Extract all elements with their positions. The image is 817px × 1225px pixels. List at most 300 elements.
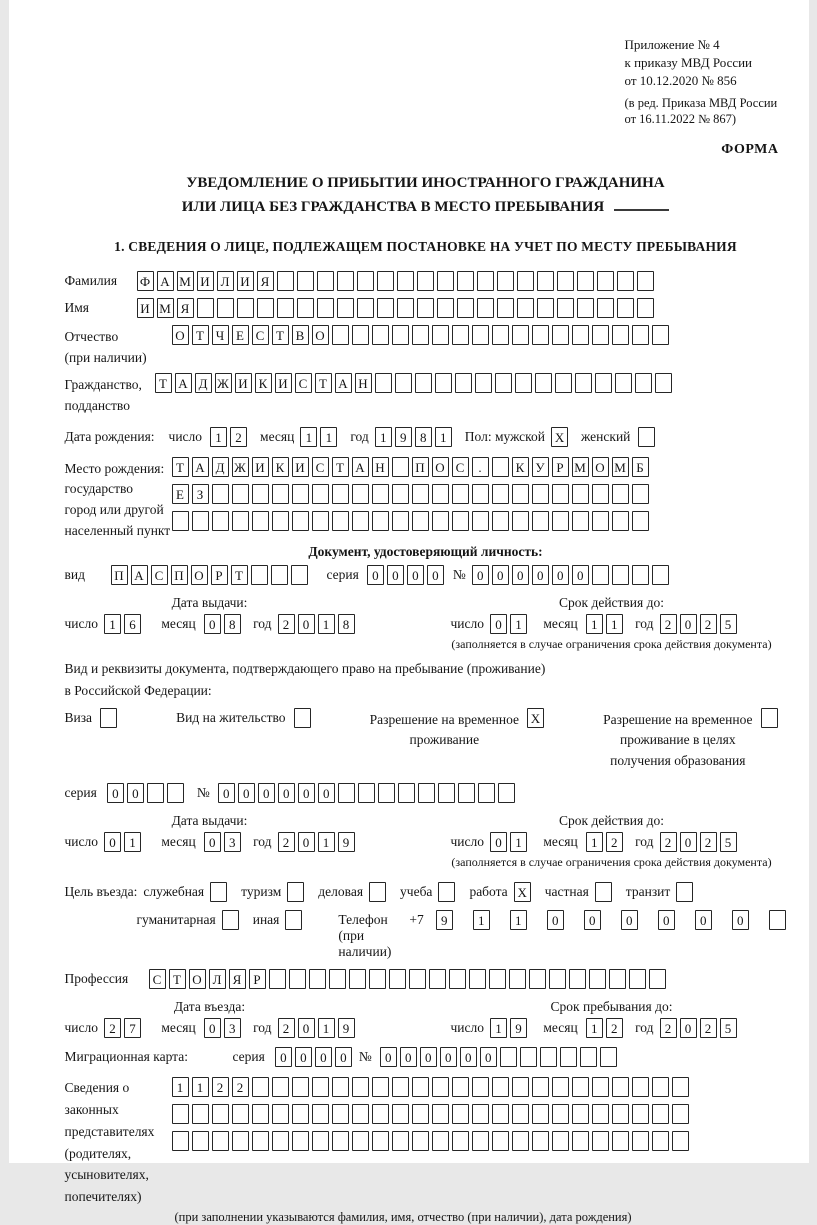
char-cell[interactable] [192, 511, 209, 531]
char-cell[interactable] [617, 298, 634, 318]
char-cell[interactable] [592, 484, 609, 504]
char-cell[interactable] [580, 1047, 597, 1067]
char-cell[interactable] [517, 271, 534, 291]
char-cell[interactable] [472, 325, 489, 345]
char-cell[interactable] [632, 511, 649, 531]
char-cell[interactable]: 0 [104, 832, 121, 852]
char-cell[interactable] [532, 1077, 549, 1097]
char-cell[interactable]: А [192, 457, 209, 477]
char-cell[interactable]: С [452, 457, 469, 477]
char-cell[interactable]: И [235, 373, 252, 393]
char-cell[interactable]: Ф [137, 271, 154, 291]
char-cell[interactable]: 7 [124, 1018, 141, 1038]
char-cell[interactable]: 1 [300, 427, 317, 447]
char-cell[interactable] [438, 783, 455, 803]
char-cell[interactable]: Б [632, 457, 649, 477]
char-cell[interactable]: 9 [395, 427, 412, 447]
char-cell[interactable]: В [292, 325, 309, 345]
char-cell[interactable]: М [612, 457, 629, 477]
char-cell[interactable] [272, 484, 289, 504]
char-cell[interactable] [167, 783, 184, 803]
char-cell[interactable] [389, 969, 406, 989]
char-cell[interactable] [312, 1104, 329, 1124]
char-cell[interactable] [147, 783, 164, 803]
char-cell[interactable] [457, 298, 474, 318]
char-cell[interactable]: 2 [104, 1018, 121, 1038]
char-cell[interactable] [397, 271, 414, 291]
char-cell[interactable] [497, 298, 514, 318]
char-cell[interactable] [517, 298, 534, 318]
char-cell[interactable] [272, 511, 289, 531]
char-cell[interactable]: 0 [298, 1018, 315, 1038]
char-cell[interactable] [292, 511, 309, 531]
char-cell[interactable] [575, 373, 592, 393]
char-cell[interactable]: 1 [586, 614, 603, 634]
char-cell[interactable] [212, 1104, 229, 1124]
char-cell[interactable] [515, 373, 532, 393]
char-cell[interactable]: Я [257, 271, 274, 291]
char-cell[interactable]: 1 [320, 427, 337, 447]
char-cell[interactable] [297, 298, 314, 318]
char-cell[interactable] [555, 373, 572, 393]
char-cell[interactable] [372, 1077, 389, 1097]
char-cell[interactable] [672, 1104, 689, 1124]
char-cell[interactable]: 0 [460, 1047, 477, 1067]
char-cell[interactable] [252, 1131, 269, 1151]
char-cell[interactable] [392, 1131, 409, 1151]
char-cell[interactable] [172, 1131, 189, 1151]
char-cell[interactable] [378, 783, 395, 803]
char-cell[interactable] [372, 484, 389, 504]
char-cell[interactable]: Р [211, 565, 228, 585]
char-cell[interactable]: 1 [510, 910, 527, 930]
char-cell[interactable] [615, 373, 632, 393]
char-cell[interactable]: 3 [224, 1018, 241, 1038]
char-cell[interactable] [512, 1077, 529, 1097]
char-cell[interactable] [372, 1131, 389, 1151]
char-cell[interactable] [432, 1131, 449, 1151]
char-cell[interactable] [532, 1131, 549, 1151]
char-cell[interactable] [637, 298, 654, 318]
char-cell[interactable] [597, 298, 614, 318]
char-cell[interactable] [349, 969, 366, 989]
char-cell[interactable] [452, 1077, 469, 1097]
char-cell[interactable] [535, 373, 552, 393]
char-cell[interactable] [337, 271, 354, 291]
char-cell[interactable] [317, 298, 334, 318]
char-cell[interactable] [357, 298, 374, 318]
char-cell[interactable]: З [192, 484, 209, 504]
char-cell[interactable]: 0 [547, 910, 564, 930]
char-cell[interactable] [477, 298, 494, 318]
char-cell[interactable]: А [131, 565, 148, 585]
char-cell[interactable] [577, 271, 594, 291]
char-cell[interactable]: Т [169, 969, 186, 989]
char-cell[interactable] [292, 1104, 309, 1124]
char-cell[interactable]: Л [217, 271, 234, 291]
char-cell[interactable]: X [527, 708, 544, 728]
char-cell[interactable] [592, 1104, 609, 1124]
char-cell[interactable] [537, 298, 554, 318]
char-cell[interactable] [437, 271, 454, 291]
char-cell[interactable] [540, 1047, 557, 1067]
char-cell[interactable] [655, 373, 672, 393]
char-cell[interactable] [352, 1077, 369, 1097]
char-cell[interactable] [192, 1104, 209, 1124]
char-cell[interactable] [212, 484, 229, 504]
char-cell[interactable] [277, 271, 294, 291]
char-cell[interactable] [332, 1104, 349, 1124]
char-cell[interactable] [529, 969, 546, 989]
char-cell[interactable] [412, 511, 429, 531]
char-cell[interactable] [475, 373, 492, 393]
char-cell[interactable] [592, 511, 609, 531]
char-cell[interactable] [232, 511, 249, 531]
char-cell[interactable] [572, 1104, 589, 1124]
char-cell[interactable] [210, 882, 227, 902]
char-cell[interactable] [637, 271, 654, 291]
char-cell[interactable]: 0 [275, 1047, 292, 1067]
char-cell[interactable] [537, 271, 554, 291]
char-cell[interactable]: Е [232, 325, 249, 345]
char-cell[interactable] [532, 325, 549, 345]
char-cell[interactable]: 1 [172, 1077, 189, 1097]
char-cell[interactable]: 0 [335, 1047, 352, 1067]
char-cell[interactable]: X [551, 427, 568, 447]
char-cell[interactable] [609, 969, 626, 989]
char-cell[interactable]: 2 [232, 1077, 249, 1097]
char-cell[interactable] [252, 1077, 269, 1097]
char-cell[interactable]: 0 [380, 1047, 397, 1067]
char-cell[interactable] [352, 511, 369, 531]
char-cell[interactable]: 1 [606, 614, 623, 634]
char-cell[interactable] [369, 969, 386, 989]
char-cell[interactable] [372, 511, 389, 531]
char-cell[interactable]: Ж [215, 373, 232, 393]
char-cell[interactable] [377, 298, 394, 318]
char-cell[interactable] [232, 484, 249, 504]
char-cell[interactable]: С [151, 565, 168, 585]
char-cell[interactable]: А [335, 373, 352, 393]
char-cell[interactable] [272, 1104, 289, 1124]
char-cell[interactable] [652, 1131, 669, 1151]
char-cell[interactable] [769, 910, 786, 930]
char-cell[interactable]: 0 [732, 910, 749, 930]
char-cell[interactable] [458, 783, 475, 803]
char-cell[interactable]: Т [192, 325, 209, 345]
char-cell[interactable]: И [252, 457, 269, 477]
char-cell[interactable] [338, 783, 355, 803]
char-cell[interactable]: П [111, 565, 128, 585]
char-cell[interactable]: 1 [124, 832, 141, 852]
char-cell[interactable]: Н [355, 373, 372, 393]
char-cell[interactable] [497, 271, 514, 291]
char-cell[interactable] [432, 325, 449, 345]
char-cell[interactable] [635, 373, 652, 393]
char-cell[interactable] [417, 298, 434, 318]
char-cell[interactable] [632, 1077, 649, 1097]
char-cell[interactable]: К [512, 457, 529, 477]
char-cell[interactable]: 5 [720, 1018, 737, 1038]
char-cell[interactable]: 0 [295, 1047, 312, 1067]
char-cell[interactable] [572, 484, 589, 504]
char-cell[interactable] [309, 969, 326, 989]
char-cell[interactable]: X [514, 882, 531, 902]
char-cell[interactable]: 0 [318, 783, 335, 803]
char-cell[interactable] [595, 373, 612, 393]
char-cell[interactable] [612, 1104, 629, 1124]
char-cell[interactable] [632, 325, 649, 345]
char-cell[interactable]: О [432, 457, 449, 477]
char-cell[interactable] [572, 1077, 589, 1097]
char-cell[interactable] [412, 484, 429, 504]
char-cell[interactable]: 0 [552, 565, 569, 585]
char-cell[interactable] [432, 484, 449, 504]
char-cell[interactable]: С [312, 457, 329, 477]
char-cell[interactable] [437, 298, 454, 318]
char-cell[interactable]: 0 [572, 565, 589, 585]
char-cell[interactable] [509, 969, 526, 989]
char-cell[interactable] [572, 1131, 589, 1151]
char-cell[interactable] [277, 298, 294, 318]
char-cell[interactable]: 6 [124, 614, 141, 634]
char-cell[interactable] [549, 969, 566, 989]
char-cell[interactable] [632, 1131, 649, 1151]
char-cell[interactable] [589, 969, 606, 989]
char-cell[interactable]: 3 [224, 832, 241, 852]
char-cell[interactable]: Р [249, 969, 266, 989]
char-cell[interactable] [332, 1131, 349, 1151]
char-cell[interactable] [597, 271, 614, 291]
char-cell[interactable]: 0 [258, 783, 275, 803]
char-cell[interactable] [672, 1131, 689, 1151]
char-cell[interactable]: Т [155, 373, 172, 393]
char-cell[interactable] [592, 1077, 609, 1097]
char-cell[interactable]: 2 [660, 832, 677, 852]
char-cell[interactable] [600, 1047, 617, 1067]
char-cell[interactable] [294, 708, 311, 728]
char-cell[interactable]: Т [231, 565, 248, 585]
char-cell[interactable]: 1 [510, 614, 527, 634]
char-cell[interactable]: 9 [338, 1018, 355, 1038]
char-cell[interactable]: 9 [510, 1018, 527, 1038]
char-cell[interactable]: 8 [415, 427, 432, 447]
char-cell[interactable]: 0 [695, 910, 712, 930]
char-cell[interactable]: 2 [278, 832, 295, 852]
char-cell[interactable] [332, 511, 349, 531]
char-cell[interactable] [632, 565, 649, 585]
char-cell[interactable]: Т [332, 457, 349, 477]
char-cell[interactable] [358, 783, 375, 803]
char-cell[interactable]: А [175, 373, 192, 393]
char-cell[interactable] [271, 565, 288, 585]
char-cell[interactable] [761, 708, 778, 728]
char-cell[interactable] [532, 1104, 549, 1124]
char-cell[interactable]: 0 [680, 614, 697, 634]
char-cell[interactable] [372, 325, 389, 345]
char-cell[interactable]: О [189, 969, 206, 989]
char-cell[interactable]: 0 [490, 614, 507, 634]
char-cell[interactable] [452, 511, 469, 531]
char-cell[interactable]: 2 [606, 832, 623, 852]
char-cell[interactable]: 0 [584, 910, 601, 930]
char-cell[interactable]: О [191, 565, 208, 585]
char-cell[interactable] [252, 511, 269, 531]
char-cell[interactable]: 1 [435, 427, 452, 447]
char-cell[interactable] [432, 1077, 449, 1097]
char-cell[interactable]: О [172, 325, 189, 345]
char-cell[interactable]: С [149, 969, 166, 989]
char-cell[interactable]: 2 [606, 1018, 623, 1038]
char-cell[interactable] [629, 969, 646, 989]
char-cell[interactable]: Ч [212, 325, 229, 345]
char-cell[interactable] [292, 484, 309, 504]
char-cell[interactable]: У [532, 457, 549, 477]
char-cell[interactable] [429, 969, 446, 989]
char-cell[interactable]: 0 [440, 1047, 457, 1067]
char-cell[interactable] [312, 1131, 329, 1151]
char-cell[interactable]: Т [315, 373, 332, 393]
char-cell[interactable] [375, 373, 392, 393]
char-cell[interactable]: 0 [107, 783, 124, 803]
char-cell[interactable] [472, 1104, 489, 1124]
char-cell[interactable]: 0 [480, 1047, 497, 1067]
char-cell[interactable] [312, 484, 329, 504]
char-cell[interactable] [372, 1104, 389, 1124]
char-cell[interactable]: 8 [338, 614, 355, 634]
char-cell[interactable] [652, 325, 669, 345]
char-cell[interactable] [500, 1047, 517, 1067]
char-cell[interactable] [412, 1104, 429, 1124]
char-cell[interactable] [398, 783, 415, 803]
char-cell[interactable]: 0 [400, 1047, 417, 1067]
char-cell[interactable] [492, 1104, 509, 1124]
char-cell[interactable] [438, 882, 455, 902]
char-cell[interactable]: 1 [490, 1018, 507, 1038]
char-cell[interactable]: 2 [700, 614, 717, 634]
char-cell[interactable] [552, 1104, 569, 1124]
char-cell[interactable] [649, 969, 666, 989]
char-cell[interactable] [512, 484, 529, 504]
char-cell[interactable]: О [312, 325, 329, 345]
char-cell[interactable] [352, 1131, 369, 1151]
char-cell[interactable]: И [137, 298, 154, 318]
char-cell[interactable] [612, 1077, 629, 1097]
char-cell[interactable] [612, 1131, 629, 1151]
char-cell[interactable] [492, 325, 509, 345]
char-cell[interactable]: 1 [586, 832, 603, 852]
char-cell[interactable] [312, 511, 329, 531]
char-cell[interactable] [652, 1104, 669, 1124]
char-cell[interactable]: 0 [298, 832, 315, 852]
char-cell[interactable]: 2 [700, 1018, 717, 1038]
char-cell[interactable]: 1 [586, 1018, 603, 1038]
char-cell[interactable]: Я [229, 969, 246, 989]
char-cell[interactable] [377, 271, 394, 291]
char-cell[interactable]: 0 [298, 783, 315, 803]
char-cell[interactable]: 0 [680, 832, 697, 852]
char-cell[interactable] [369, 882, 386, 902]
char-cell[interactable]: 2 [278, 1018, 295, 1038]
char-cell[interactable] [251, 565, 268, 585]
char-cell[interactable]: И [237, 271, 254, 291]
char-cell[interactable] [172, 1104, 189, 1124]
char-cell[interactable] [332, 1077, 349, 1097]
char-cell[interactable] [552, 484, 569, 504]
char-cell[interactable]: Т [172, 457, 189, 477]
char-cell[interactable] [632, 484, 649, 504]
char-cell[interactable]: 2 [660, 614, 677, 634]
char-cell[interactable]: 0 [315, 1047, 332, 1067]
char-cell[interactable] [287, 882, 304, 902]
char-cell[interactable] [212, 511, 229, 531]
char-cell[interactable] [612, 325, 629, 345]
char-cell[interactable]: М [157, 298, 174, 318]
char-cell[interactable] [577, 298, 594, 318]
char-cell[interactable] [652, 1077, 669, 1097]
char-cell[interactable] [449, 969, 466, 989]
char-cell[interactable] [652, 565, 669, 585]
char-cell[interactable] [395, 373, 412, 393]
char-cell[interactable]: М [572, 457, 589, 477]
char-cell[interactable] [291, 565, 308, 585]
char-cell[interactable] [317, 271, 334, 291]
char-cell[interactable] [197, 298, 214, 318]
char-cell[interactable]: Я [177, 298, 194, 318]
char-cell[interactable] [337, 298, 354, 318]
char-cell[interactable]: 2 [278, 614, 295, 634]
char-cell[interactable]: И [292, 457, 309, 477]
char-cell[interactable]: Д [195, 373, 212, 393]
char-cell[interactable] [352, 325, 369, 345]
char-cell[interactable] [557, 298, 574, 318]
char-cell[interactable] [572, 511, 589, 531]
char-cell[interactable] [532, 511, 549, 531]
char-cell[interactable]: 0 [427, 565, 444, 585]
char-cell[interactable] [612, 511, 629, 531]
char-cell[interactable]: Л [209, 969, 226, 989]
char-cell[interactable]: М [177, 271, 194, 291]
char-cell[interactable] [392, 325, 409, 345]
char-cell[interactable] [352, 484, 369, 504]
char-cell[interactable]: 1 [104, 614, 121, 634]
char-cell[interactable]: К [255, 373, 272, 393]
char-cell[interactable] [192, 1131, 209, 1151]
char-cell[interactable] [285, 910, 302, 930]
char-cell[interactable]: 2 [212, 1077, 229, 1097]
char-cell[interactable] [222, 910, 239, 930]
char-cell[interactable] [417, 271, 434, 291]
char-cell[interactable]: П [412, 457, 429, 477]
char-cell[interactable]: 0 [512, 565, 529, 585]
char-cell[interactable]: 0 [278, 783, 295, 803]
char-cell[interactable] [289, 969, 306, 989]
char-cell[interactable]: 2 [230, 427, 247, 447]
char-cell[interactable]: 0 [658, 910, 675, 930]
char-cell[interactable] [100, 708, 117, 728]
char-cell[interactable]: Т [272, 325, 289, 345]
char-cell[interactable] [252, 484, 269, 504]
char-cell[interactable]: 1 [510, 832, 527, 852]
char-cell[interactable]: 1 [375, 427, 392, 447]
char-cell[interactable] [217, 298, 234, 318]
char-cell[interactable] [312, 1077, 329, 1097]
char-cell[interactable] [397, 298, 414, 318]
char-cell[interactable] [452, 1131, 469, 1151]
char-cell[interactable] [492, 457, 509, 477]
char-cell[interactable]: Д [212, 457, 229, 477]
char-cell[interactable] [232, 1131, 249, 1151]
